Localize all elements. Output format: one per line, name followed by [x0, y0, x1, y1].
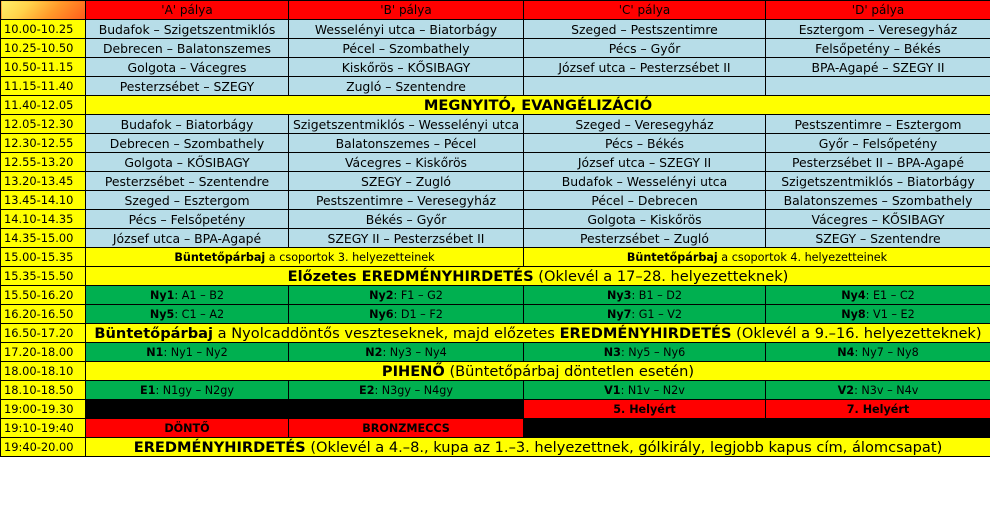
table-row	[1, 20, 990, 39]
time-cell: 19:00-19.30	[1, 400, 86, 419]
match-cell	[86, 343, 289, 362]
bronze-match-cell: BRONZMECCS	[289, 419, 524, 438]
prelim-results-row	[1, 267, 990, 286]
match-cell	[289, 343, 524, 362]
time-cell: 10.50-11.15	[1, 58, 86, 77]
match-code: Ny8	[841, 307, 866, 321]
match-cell: Pesterzsébet – Szentendre	[86, 172, 289, 191]
finals-row	[1, 419, 990, 438]
match-text: : Ny7 – Ny8	[854, 345, 919, 359]
match-text: : F1 – G2	[393, 288, 443, 302]
table-row	[1, 229, 990, 248]
time-cell: 11.40-12.05	[1, 96, 86, 115]
table-row	[1, 191, 990, 210]
qf-shootout-text: a Nyolcaddöntős veszteseknek, majd előzetes	[213, 324, 560, 342]
table-row	[1, 39, 990, 58]
match-cell: Vácegres – KŐSIBAGY	[766, 210, 990, 229]
match-cell	[766, 343, 990, 362]
match-code: Ny2	[369, 288, 394, 302]
prelim-results-cell	[86, 267, 990, 286]
table-row	[1, 58, 990, 77]
qf-shootout-label: Büntetőpárbaj	[94, 324, 213, 342]
header-court-a: 'A' pálya	[86, 1, 289, 20]
time-cell: 10.25-10.50	[1, 39, 86, 58]
match-cell	[524, 305, 766, 324]
match-cell: SZEGY II – Pesterzsébet II	[289, 229, 524, 248]
match-cell: Vácegres – Kiskőrös	[289, 153, 524, 172]
final-cell: DÖNTŐ	[86, 419, 289, 438]
table-row	[1, 153, 990, 172]
time-cell: 12.55-13.20	[1, 153, 86, 172]
match-text: : B1 – D2	[631, 288, 682, 302]
header-row	[1, 1, 990, 20]
table-row	[1, 172, 990, 191]
match-cell	[766, 77, 990, 96]
corner-cell	[1, 1, 86, 20]
time-cell: 18.00-18.10	[1, 362, 86, 381]
match-cell: Debrecen – Balatonszemes	[86, 39, 289, 58]
time-cell: 16.20-16.50	[1, 305, 86, 324]
match-text: : V1 – E2	[865, 307, 915, 321]
round-of-16-row	[1, 286, 990, 305]
match-text: : C1 – A2	[174, 307, 225, 321]
match-cell: Győr – Felsőpetény	[766, 134, 990, 153]
shootout-label: Büntetőpárbaj	[626, 250, 718, 264]
match-code: V2	[837, 383, 855, 397]
match-code: Ny6	[369, 307, 394, 321]
match-cell: József utca – SZEGY II	[524, 153, 766, 172]
match-cell: Szeged – Pestszentimre	[524, 20, 766, 39]
match-code: N4	[837, 345, 855, 359]
time-cell: 10.00-10.25	[1, 20, 86, 39]
match-cell	[289, 381, 524, 400]
time-cell: 13.45-14.10	[1, 191, 86, 210]
match-cell: Szigetszentmiklós – Wesselényi utca	[289, 115, 524, 134]
match-cell	[766, 381, 990, 400]
match-text: : N3v – N4v	[854, 383, 919, 397]
match-cell: Pécs – Győr	[524, 39, 766, 58]
match-cell: SZEGY – Zugló	[289, 172, 524, 191]
match-cell: Esztergom – Veresegyház	[766, 20, 990, 39]
match-code: Ny3	[606, 288, 632, 302]
qf-shootout-cell	[86, 324, 990, 343]
match-cell: SZEGY – Szentendre	[766, 229, 990, 248]
shootout-third-cell	[86, 248, 524, 267]
awards-row	[1, 438, 990, 457]
qf-results-text: (Oklevél a 9.–16. helyezetteknek)	[731, 324, 982, 342]
match-code: N1	[146, 345, 164, 359]
match-code: Ny1	[149, 288, 175, 302]
time-cell: 14.10-14.35	[1, 210, 86, 229]
match-cell: Pécel – Debrecen	[524, 191, 766, 210]
awards-text: (Oklevél a 4.–8., kupa az 1.–3. helyezettnek, gólkirály, legjobb kapus cím, álomcsapat)	[305, 438, 943, 456]
match-cell: Debrecen – Szombathely	[86, 134, 289, 153]
match-text: : D1 – F2	[393, 307, 443, 321]
shootout-label: Büntetőpárbaj	[174, 250, 266, 264]
match-cell: Szeged – Esztergom	[86, 191, 289, 210]
match-code: Ny7	[606, 307, 632, 321]
time-cell: 13.20-13.45	[1, 172, 86, 191]
match-code: E1	[140, 383, 156, 397]
match-cell: Golgota – KŐSIBAGY	[86, 153, 289, 172]
time-cell: 19:10-19:40	[1, 419, 86, 438]
match-cell: Pécs – Békés	[524, 134, 766, 153]
match-cell: Pécel – Szombathely	[289, 39, 524, 58]
table-row	[1, 77, 990, 96]
match-cell	[86, 286, 289, 305]
awards-label: EREDMÉNYHIRDETÉS	[133, 438, 306, 456]
match-text: : Ny1 – Ny2	[163, 345, 228, 359]
placement-row	[1, 400, 990, 419]
time-cell: 16.50-17.20	[1, 324, 86, 343]
opening-row	[1, 96, 990, 115]
match-cell: József utca – BPA-Agapé	[86, 229, 289, 248]
semifinal-row	[1, 381, 990, 400]
match-cell: Wesselényi utca – Biatorbágy	[289, 20, 524, 39]
match-cell: BPA-Agapé – SZEGY II	[766, 58, 990, 77]
time-cell: 17.20-18.00	[1, 343, 86, 362]
match-cell	[86, 305, 289, 324]
shootout-row	[1, 248, 990, 267]
match-cell: Békés – Győr	[289, 210, 524, 229]
match-cell	[766, 305, 990, 324]
time-cell: 15.35-15.50	[1, 267, 86, 286]
match-cell: Pestszentimre – Esztergom	[766, 115, 990, 134]
match-cell	[766, 286, 990, 305]
match-code: N3	[603, 345, 621, 359]
empty-cell	[289, 400, 524, 419]
header-court-c: 'C' pálya	[524, 1, 766, 20]
match-code: E2	[359, 383, 375, 397]
match-cell: Balatonszemes – Pécel	[289, 134, 524, 153]
empty-cell	[524, 419, 990, 438]
match-cell	[524, 286, 766, 305]
shootout-fourth-cell	[524, 248, 990, 267]
match-cell	[524, 77, 766, 96]
match-text: : N3gy – N4gy	[374, 383, 453, 397]
round-of-16-row	[1, 305, 990, 324]
match-cell: Golgota – Vácegres	[86, 58, 289, 77]
match-text: : G1 – V2	[631, 307, 683, 321]
prelim-results-label: Előzetes EREDMÉNYHIRDETÉS	[287, 267, 534, 285]
match-text: : E1 – C2	[865, 288, 915, 302]
table-row	[1, 134, 990, 153]
qf-results-label: EREDMÉNYHIRDETÉS	[559, 324, 732, 342]
empty-cell	[86, 400, 289, 419]
awards-cell	[86, 438, 990, 457]
match-code: Ny5	[149, 307, 175, 321]
time-cell: 19:40-20.00	[1, 438, 86, 457]
match-cell: Szigetszentmiklós – Biatorbágy	[766, 172, 990, 191]
break-text: (Büntetőpárbaj döntetlen esetén)	[444, 362, 695, 380]
break-cell	[86, 362, 990, 381]
time-cell: 15.00-15.35	[1, 248, 86, 267]
match-cell: Pesterzsébet – Zugló	[524, 229, 766, 248]
match-cell: Golgota – Kiskőrös	[524, 210, 766, 229]
header-court-b: 'B' pálya	[289, 1, 524, 20]
match-text: : Ny5 – Ny6	[620, 345, 686, 359]
match-text: : N1gy – N2gy	[155, 383, 234, 397]
match-cell: Pécs – Felsőpetény	[86, 210, 289, 229]
match-cell: Pesterzsébet II – BPA-Agapé	[766, 153, 990, 172]
match-text: : N1v – N2v	[620, 383, 685, 397]
match-text: : Ny3 – Ny4	[382, 345, 447, 359]
qf-shootout-row	[1, 324, 990, 343]
match-text: : A1 – B2	[174, 288, 225, 302]
seventh-place-cell: 7. Helyért	[766, 400, 990, 419]
opening-cell: MEGNYITÓ, EVANGÉLIZÁCIÓ	[86, 96, 990, 115]
time-cell: 12.30-12.55	[1, 134, 86, 153]
time-cell: 11.15-11.40	[1, 77, 86, 96]
match-cell: Kiskőrös – KŐSIBAGY	[289, 58, 524, 77]
match-cell: Pesterzsébet – SZEGY	[86, 77, 289, 96]
break-label: PIHENŐ	[381, 362, 445, 380]
time-cell: 12.05-12.30	[1, 115, 86, 134]
match-cell: Balatonszemes – Szombathely	[766, 191, 990, 210]
match-code: N2	[365, 345, 383, 359]
time-cell: 14.35-15.00	[1, 229, 86, 248]
match-cell	[289, 305, 524, 324]
shootout-text: a csoportok 3. helyezetteinek	[265, 250, 435, 264]
match-cell: Zugló – Szentendre	[289, 77, 524, 96]
prelim-results-text: (Oklevél a 17–28. helyezetteknek)	[533, 267, 789, 285]
match-cell: Budafok – Biatorbágy	[86, 115, 289, 134]
time-cell: 18.10-18.50	[1, 381, 86, 400]
fifth-place-cell: 5. Helyért	[524, 400, 766, 419]
time-cell: 15.50-16.20	[1, 286, 86, 305]
quarterfinal-row	[1, 343, 990, 362]
shootout-text: a csoportok 4. helyezetteinek	[717, 250, 888, 264]
match-cell: Budafok – Szigetszentmiklós	[86, 20, 289, 39]
match-cell: Felsőpetény – Békés	[766, 39, 990, 58]
match-code: V1	[604, 383, 621, 397]
match-cell	[524, 381, 766, 400]
header-court-d: 'D' pálya	[766, 1, 990, 20]
match-cell: József utca – Pesterzsébet II	[524, 58, 766, 77]
match-code: Ny4	[841, 288, 866, 302]
break-row	[1, 362, 990, 381]
match-cell	[289, 286, 524, 305]
match-cell: Budafok – Wesselényi utca	[524, 172, 766, 191]
match-cell	[86, 381, 289, 400]
match-cell	[524, 343, 766, 362]
match-cell: Pestszentimre – Veresegyház	[289, 191, 524, 210]
table-row	[1, 115, 990, 134]
match-cell: Szeged – Veresegyház	[524, 115, 766, 134]
table-row	[1, 210, 990, 229]
